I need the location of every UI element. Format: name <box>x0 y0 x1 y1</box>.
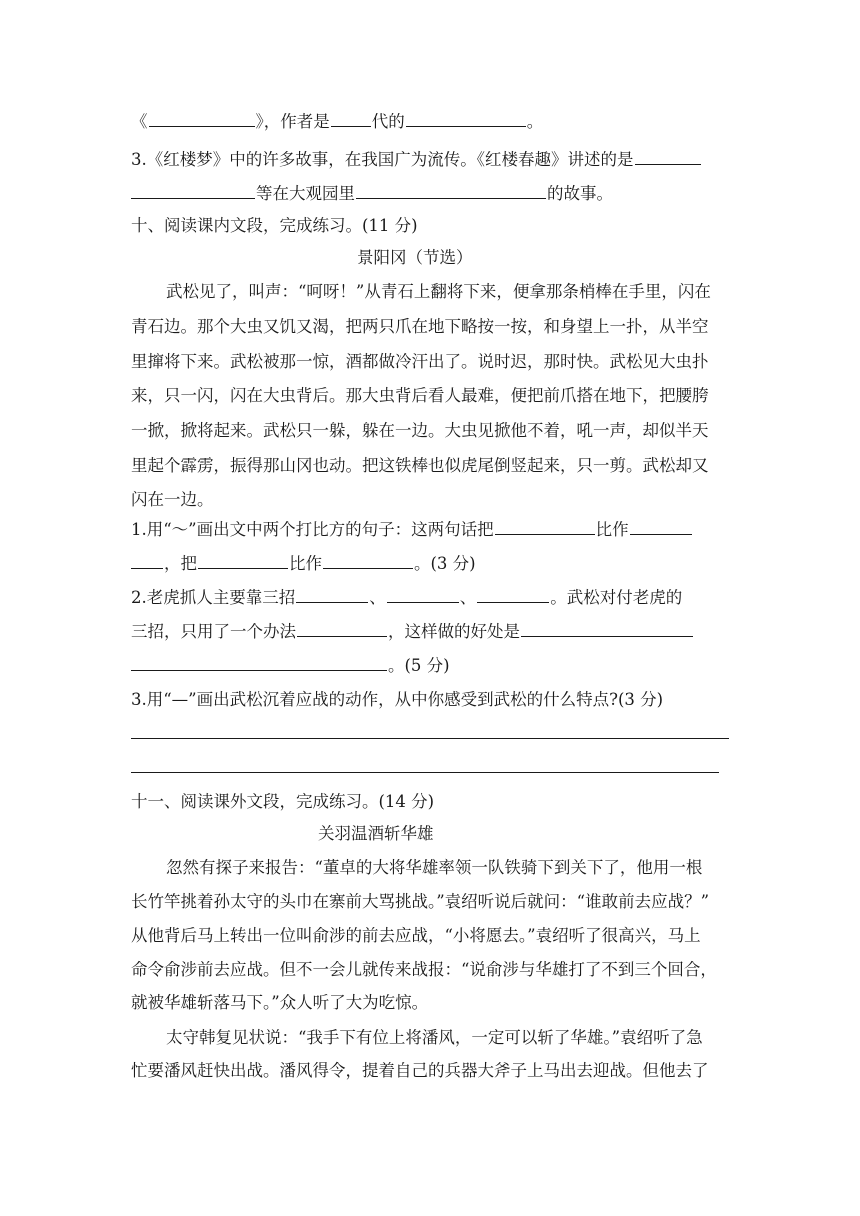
passage-line: 里起个霹雳，振得那山冈也动。把这铁棒也似虎尾倒竖起来，只一剪。武松却又 <box>131 456 709 475</box>
text: ，这样做的好处是 <box>388 622 520 641</box>
text: 《 <box>131 112 148 131</box>
text: 的故事。 <box>547 184 613 203</box>
text: 。(3 分) <box>414 554 476 573</box>
passage-line: 武松见了，叫声：“呵呀！”从青石上翻将下来，便拿那条梢棒在手里，闪在 <box>166 282 711 301</box>
answer-blank[interactable] <box>495 516 595 535</box>
answer-line[interactable] <box>131 738 729 739</box>
answer-blank[interactable] <box>131 652 387 671</box>
passage-line: 长竹竿挑着孙太守的头巾在寨前大骂挑战。”袁绍听说后就问：“谁敢前去应战？” <box>131 892 710 911</box>
text: 等在大观园里 <box>256 184 355 203</box>
text: 、 <box>459 588 477 607</box>
answer-blank[interactable] <box>323 550 413 569</box>
answer-blank[interactable] <box>149 108 255 127</box>
text: 代的 <box>371 112 405 131</box>
passage-line: 闪在一边。 <box>131 490 214 509</box>
answer-blank[interactable] <box>630 516 692 535</box>
text: 比作 <box>595 520 629 539</box>
section-10-heading: 十、阅读课内文段，完成练习。(11 分) <box>131 216 418 235</box>
passage-line: 太守韩复见状说：“我手下有位上将潘风，一定可以斩了华雄。”袁绍听了急 <box>166 1028 703 1047</box>
passage-line: 命令俞涉前去应战。但不一会儿就传来战报：“说俞涉与华雄打了不到三个回合， <box>131 960 717 979</box>
answer-blank[interactable] <box>131 180 255 199</box>
question-2-cont <box>131 618 731 644</box>
answer-blank[interactable] <box>297 618 387 637</box>
answer-blank[interactable] <box>131 550 163 569</box>
passage-line: 青石边。那个大虫又饥又渴，把两只爪在地下略按一按，和身望上一扑，从半空 <box>131 317 709 336</box>
answer-blank[interactable] <box>296 584 368 603</box>
passage-line: 一掀，掀将起来。武松只一躲，躲在一边。大虫见掀他不着，吼一声，却似半天 <box>131 421 709 440</box>
passage-line: 忙要潘风赶快出战。潘风得令，提着自己的兵器大斧子上马出去迎战。但他去了 <box>131 1061 709 1080</box>
question-1-cont <box>131 550 731 576</box>
text: 比作 <box>289 554 322 573</box>
question-2-cont2 <box>131 652 731 678</box>
answer-blank[interactable] <box>356 180 546 199</box>
answer-blank[interactable] <box>635 146 701 165</box>
passage-title: 景阳冈（节选） <box>357 248 473 267</box>
answer-blank[interactable] <box>477 584 549 603</box>
answer-blank[interactable] <box>331 108 371 127</box>
passage-line: 就被华雄斩落马下。”众人听了大为吃惊。 <box>131 993 429 1012</box>
question-2 <box>131 584 731 610</box>
answer-blank[interactable] <box>387 584 459 603</box>
question-3: 3.用“—”画出武松沉着应战的动作，从中你感受到武松的什么特点?(3 分) <box>131 690 664 709</box>
answer-blank[interactable] <box>406 108 526 127</box>
question-3-line <box>131 146 731 172</box>
text: 3.《红楼梦》中的许多故事，在我国广为流传。《红楼春趣》讲述的是 <box>131 150 634 169</box>
passage-line: 里撺将下来。武松被那一惊，酒都做冷汗出了。说时迟，那时快。武松见大虫扑 <box>131 352 709 371</box>
text: 2.老虎抓人主要靠三招 <box>131 588 296 607</box>
text: 》，作者是 <box>255 112 330 131</box>
question-1 <box>131 516 731 542</box>
question-3-line-cont <box>131 180 731 206</box>
answer-blank[interactable] <box>521 618 693 637</box>
answer-line[interactable] <box>131 772 719 773</box>
passage-line: 忽然有探子来报告：“董卓的大将华雄率领一队铁骑下到关下了，他用一根 <box>166 858 703 877</box>
section-11-heading: 十一、阅读课外文段，完成练习。(14 分) <box>131 792 435 811</box>
passage-line: 从他背后马上转出一位叫俞涉的前去应战，“小将愿去。”袁绍听了很高兴，马上 <box>131 926 701 945</box>
passage-title: 关羽温酒斩华雄 <box>318 824 434 843</box>
text: 、 <box>369 588 386 607</box>
answer-blank[interactable] <box>198 550 288 569</box>
text: 1.用“～”画出文中两个打比方的句子：这两句话把 <box>131 520 494 539</box>
fill-in-line-author <box>131 108 731 134</box>
passage-line: 来，只一闪，闪在大虫背后。那大虫背后看人最难，便把前爪搭在地下，把腰胯 <box>131 386 709 405</box>
text: 三招，只用了一个办法 <box>131 622 296 641</box>
text: 。 <box>526 112 544 131</box>
text: 。(5 分) <box>388 656 450 675</box>
text: ，把 <box>164 554 197 573</box>
text: 。武松对付老虎的 <box>550 588 683 607</box>
